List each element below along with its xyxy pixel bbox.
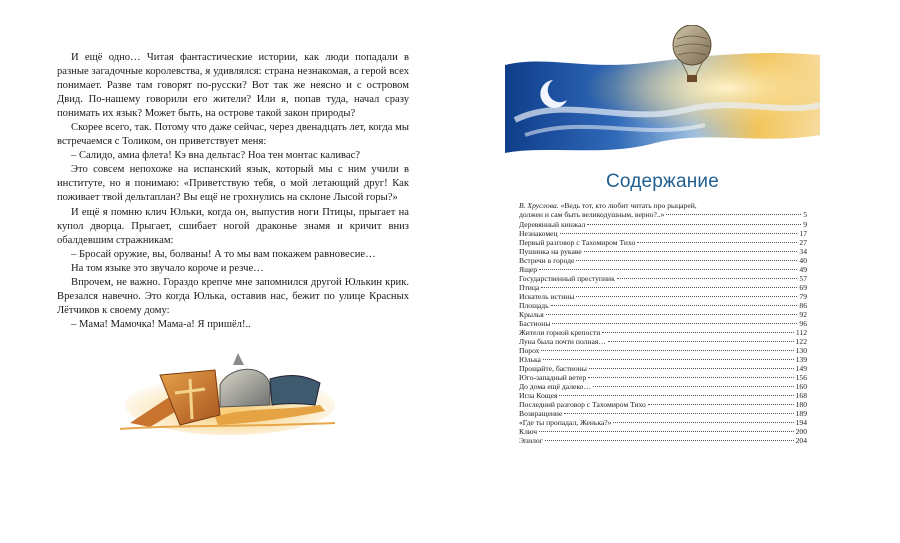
toc-entry [519,391,807,400]
toc-entry-title: Птица [519,283,540,292]
toc-entry-page: 168 [795,391,807,400]
toc-entry [519,319,807,328]
toc-entry-title: Ящер [519,265,538,274]
toc-entry-page: 130 [795,346,807,355]
toc-entry-title: Государственный преступник [519,274,615,283]
toc-entry-page: 122 [795,337,807,346]
balloon-basket [687,75,697,82]
toc-entry-page: 86 [799,301,807,310]
toc-entry-page: 92 [799,310,807,319]
paragraph: И ещё одно… Читая фантастические истории, как люди попадали в разные загадочные королевства, я удивлялся: страна незнакомая, а герой всех понимает. Разве там говорят по-русски? Вот так же неясно и с островом Двид. По-нашему говорили его жители? Или я, попав туда, начал сразу понимать их язык? Может быть, на острове такой закон природы? [57,52,409,120]
paragraph: Скорее всего, так. Потому что даже сейчас, через двенадцать лет, когда мы встречаемся с Толиком, он приветствует меня: [57,122,409,148]
toc-leader-dots [564,413,793,414]
intro-line-1: «Ведь тот, кто любит читать про рыцарей, [560,201,697,210]
toc-entry [519,337,807,346]
toc-leader-dots [546,314,798,315]
toc-leader-dots [551,305,798,306]
paragraph: И ещё я помню клич Юльки, когда он, выпустив ноги Птицы, прыгает на купол дворца. Прыгает, сшибает ногой драконье знамя и кричит вниз обалдевшим стражникам: [57,206,409,246]
toc-leader-dots [560,233,798,234]
toc-entry-page: 96 [799,319,807,328]
toc-entry-title: Бастионы [519,319,551,328]
toc-leader-dots [539,269,797,270]
intro-page: 5 [803,210,807,219]
toc-entry-title: Последний разговор с Тахомиром Тихо [519,400,646,409]
paragraph: Это совсем непохоже на испанский язык, который мы с ним учили в институте, но я понимаю: «Приветствую тебя, о мой летающий друг! Как поживает твой дельтаплан? Вы ещё не грохнулись на склоне Лысой горы?» [57,164,409,204]
balloon-shape [673,25,711,65]
toc-leader-dots [541,287,797,288]
toc-entry-page: 139 [795,355,807,364]
toc-entry [519,274,807,283]
toc-leader-dots [541,350,793,351]
toc-entry [519,382,807,391]
toc-entry-page: 200 [795,427,807,436]
toc-entry-title: Ключ [519,427,538,436]
toc-entry-page: 160 [795,382,807,391]
toc-leader-dots [593,386,794,387]
toc-entry-title: Игла Кощея [519,391,558,400]
toc-entry [519,355,807,364]
dialogue-line: – Салидо, амиа флета! Кэ вна дельтас? Ноа тен монтас каливас? [71,150,360,162]
toc-entry-title: До дома ещё далеко… [519,382,592,391]
toc-entry [519,292,807,301]
dialogue-line: – Мама! Мамочка! Мама-а! Я пришёл!.. [71,318,251,330]
toc-intro [519,201,807,219]
toc-leader-dots [589,368,794,369]
helmet-shape [220,369,270,407]
toc-entry-title: Жители горной крепости [519,328,601,337]
toc-entry-title: Крылья [519,310,544,319]
toc-entry-page: 49 [799,265,807,274]
toc-leader-dots [602,332,794,333]
intro-author: В. Хруслова. [519,201,559,210]
toc-entry-title: Возвращение [519,409,563,418]
toc-entry [519,418,807,427]
toc-entry [519,301,807,310]
toc-entry-page: 34 [799,247,807,256]
toc-leader-dots [608,341,794,342]
toc-entry-title: Встречи в городе [519,256,575,265]
toc-entry [519,364,807,373]
toc-leader-dots [559,395,793,396]
toc-entry-title: Пушинка на рукаве [519,247,582,256]
toc-entry-page: 112 [795,328,807,337]
toc-leader-dots [587,224,801,225]
toc-entry [519,220,807,229]
toc-entry-page: 57 [799,274,807,283]
toc-leader-dots [552,323,797,324]
toc-leader-dots [539,431,794,432]
toc-title: Содержание [605,171,720,192]
toc-leader-dots [637,242,797,243]
toc-entry [519,310,807,319]
paragraph: Впрочем, не важно. Гораздо крепче мне запомнился другой Юлькин крик. Врезался навечно. Это когда Юлька, оставив нас, бежит по улице Красных Лётчиков к своему дому: [57,276,409,316]
toc-entry [519,265,807,274]
toc-entry [519,409,807,418]
toc-leader-dots [584,251,798,252]
toc-entry-title: «Где ты пропадал, Женька?» [519,418,612,427]
armor-illustration [120,345,335,435]
toc-entry-title: Порох [519,346,540,355]
toc-entry [519,256,807,265]
toc-entry [519,229,807,238]
toc-leader-dots [576,260,797,261]
toc-entry-title: Прощайте, бастионы [519,364,587,373]
toc-entry-page: 180 [795,400,807,409]
toc-entry [519,427,807,436]
toc-entry-page: 40 [799,256,807,265]
toc-entry [519,346,807,355]
toc-entry-title: Юлька [519,355,541,364]
toc-leader-dots [543,359,794,360]
toc-leader-dots [648,404,794,405]
toc-entry-title: Юго-западный ветер [519,373,587,382]
toc-entry [519,283,807,292]
toc-leader-dots [613,422,793,423]
sky-balloon-illustration [505,25,820,160]
dialogue-line: – Бросай оружие, вы, болваны! А то мы вам покажем равновесие… [71,248,376,260]
toc-entry-page: 189 [795,409,807,418]
toc-leader-dots [576,296,797,297]
toc-entry-page: 194 [795,418,807,427]
toc-entry [519,328,807,337]
intro-line-2: должен и сам быть великодушным, верно?..» [519,210,665,219]
toc-entry-page: 17 [799,229,807,238]
toc-leader-dots [617,278,798,279]
toc-entry-title: Незнакомец [519,229,558,238]
toc-entry-title: Луна была почти полная… [519,337,606,346]
toc-entry [519,238,807,247]
toc-entry [519,247,807,256]
toc-entry [519,436,807,445]
story-text [57,51,409,332]
toc-leader-dots [588,377,793,378]
toc-entry-page: 204 [795,436,807,445]
toc-entry-page: 149 [795,364,807,373]
toc-entry-page: 79 [799,292,807,301]
toc-entry-page: 27 [799,238,807,247]
toc-entry-title: Деревянный кинжал [519,220,586,229]
toc-entry-title: Эпилог [519,436,543,445]
paragraph: На том языке это звучало короче и резче… [71,262,264,274]
toc-entry-page: 9 [803,220,807,229]
toc-leader-dots [545,440,794,441]
table-of-contents [519,201,807,445]
toc-entry-title: Искатель истины [519,292,575,301]
toc-entry [519,400,807,409]
gauntlet-shape [270,376,320,405]
toc-entry [519,373,807,382]
toc-entry-title: Площадь [519,301,549,310]
toc-entry-title: Первый разговор с Тахомиром Тихо [519,238,636,247]
toc-entry-page: 69 [799,283,807,292]
toc-entry-page: 156 [795,373,807,382]
